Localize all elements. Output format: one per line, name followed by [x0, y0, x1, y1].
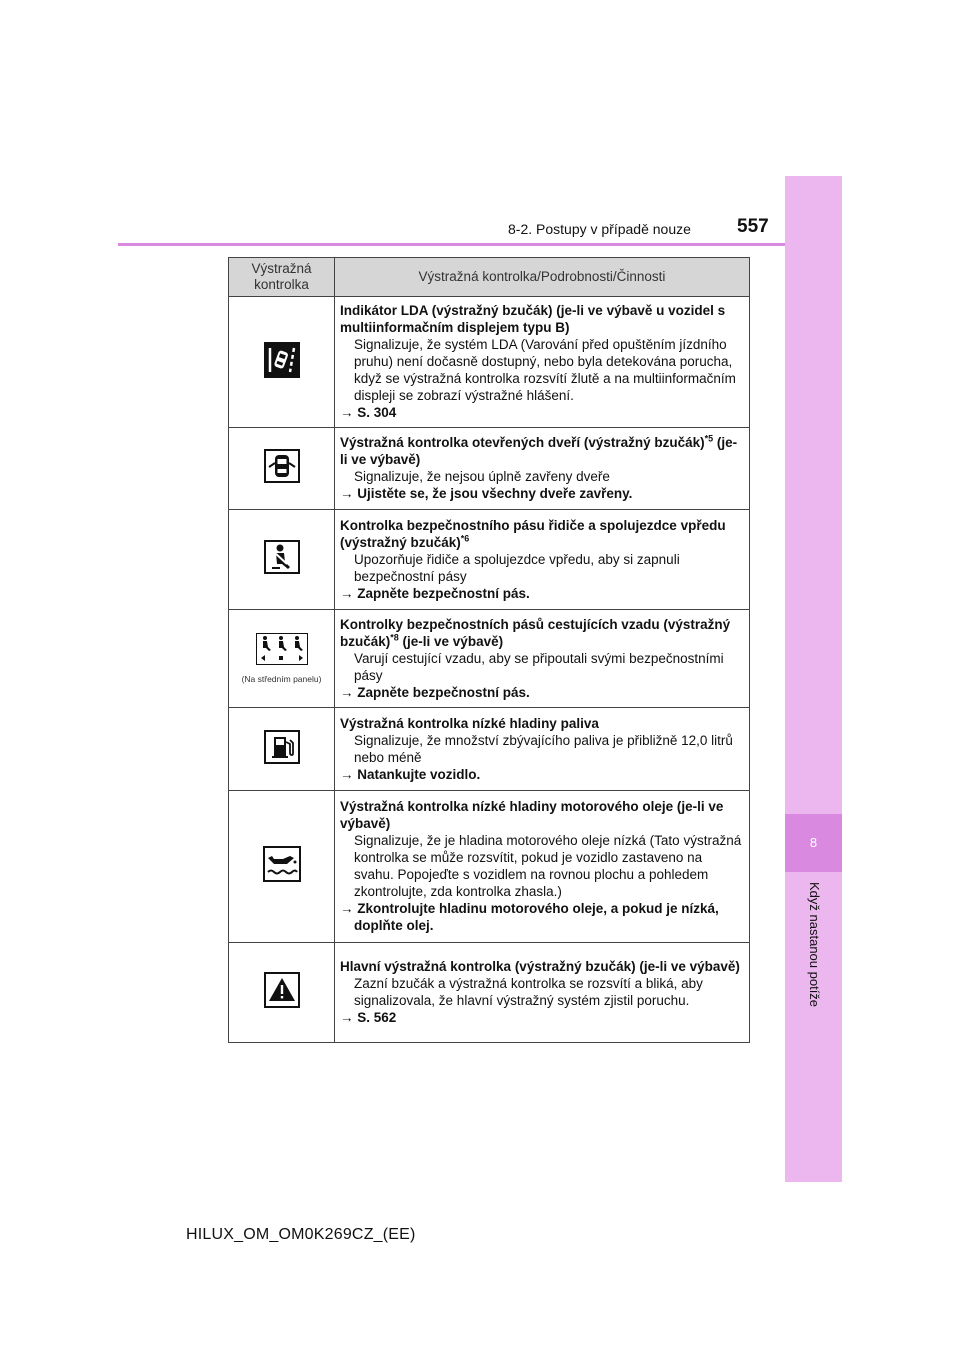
row-action: → Natankujte vozidlo. [340, 766, 481, 782]
row-title-suffix: (je-li ve výbavě) [340, 435, 738, 467]
oil-level-icon [263, 846, 301, 882]
open-door-icon [264, 449, 300, 483]
row-detail: Signalizuje, že systém LDA (Varování před opuštěním jízdního pruhu) není dočasně dostupný, nebo byla detekována porucha, když se výstražná kontrolka rozsvítí žlutě a na multiinformačním displeji se zobrazí výstražné hlášení. [354, 337, 736, 403]
row-title [340, 616, 743, 650]
description-cell [335, 610, 750, 708]
column-header-description: Výstražná kontrolka/Podrobnosti/Činnosti [335, 258, 750, 297]
description-cell [335, 708, 750, 791]
table-row [229, 610, 750, 708]
row-action: → Zapněte bezpečnostní pás. [340, 684, 530, 700]
row-detail: Signalizuje, že nejsou úplně zavřeny dveře [354, 469, 610, 484]
section-title: 8-2. Postupy v případě nouze [508, 221, 691, 237]
table-row [229, 297, 750, 428]
row-action[interactable]: → S. 562 [340, 1010, 397, 1025]
document-code: HILUX_OM_OM0K269CZ_(EE) [186, 1226, 416, 1243]
chapter-number: 8 [809, 835, 818, 850]
chapter-title: Když nastanou potíže [807, 882, 822, 1008]
icon-cell [229, 510, 335, 610]
seatbelt-icon [264, 540, 300, 574]
row-title-text: Kontrolky bezpečnostních pásů cestujících vzadu (výstražný bzučák) [340, 616, 731, 649]
row-title-text: Výstražná kontrolka otevřených dveří (výstražný bzučák) [340, 435, 705, 450]
row-title-text: Kontrolka bezpečnostního pásu řidiče a spolujezdce vpředu (výstražný bzučák) [340, 517, 726, 550]
row-action: → Zkontrolujte hladinu motorového oleje, a pokud je nízká, doplňte olej. [340, 901, 719, 933]
icon-caption: (Na středním panelu) [241, 674, 322, 684]
description-cell [335, 428, 750, 510]
footnote-ref[interactable]: *6 [460, 533, 470, 543]
row-title: Výstražná kontrolka nízké hladiny paliva [340, 715, 599, 731]
row-detail: Zazní bzučák a výstražná kontrolka se rozsvítí a bliká, aby signalizovala, že hlavní výstražný systém zjistil poruchu. [354, 976, 703, 1008]
description-cell [335, 943, 750, 1043]
footnote-ref[interactable]: *8 [390, 632, 399, 642]
column-header-icon: Výstražná kontrolka [229, 258, 335, 297]
header-divider [118, 243, 785, 246]
table-header-row [229, 258, 750, 297]
icon-cell [229, 297, 335, 428]
table-row [229, 943, 750, 1043]
row-title-suffix: (je-li ve výbavě) [398, 633, 504, 649]
table-row [229, 708, 750, 791]
lane-departure-icon [264, 342, 300, 378]
row-title [340, 517, 743, 551]
icon-cell [229, 943, 335, 1043]
row-detail: Upozorňuje řidiče a spolujezdce vpředu, aby si zapnuli bezpečnostní pásy [354, 551, 680, 584]
row-detail: Signalizuje, že množství zbývajícího paliva je přibližně 12,0 litrů nebo méně [354, 732, 733, 765]
row-title: Výstražná kontrolka nízké hladiny motorového oleje (je-li ve výbavě) [340, 799, 724, 831]
footnote-ref[interactable]: *5 [704, 433, 714, 444]
chapter-number-badge[interactable] [785, 814, 842, 872]
row-detail: Varují cestující vzadu, aby se připoutali svými bezpečnostními pásy [354, 650, 724, 683]
description-cell [335, 791, 750, 943]
row-title: Indikátor LDA (výstražný bzučák) (je-li ve výbavě u vozidel s multiinformačním displejem typu B) [340, 303, 726, 335]
icon-cell [229, 428, 335, 510]
row-action[interactable]: → S. 304 [340, 405, 397, 420]
row-action: → Ujistěte se, že jsou všechny dveře zavřeny. [340, 486, 633, 501]
row-action: → Zapněte bezpečnostní pás. [340, 585, 530, 601]
warning-lights-table [228, 257, 750, 1043]
row-title: Hlavní výstražná kontrolka (výstražný bzučák) (je-li ve výbavě) [340, 959, 740, 974]
rear-seatbelt-icon [256, 633, 308, 665]
table-row [229, 510, 750, 610]
table-row [229, 428, 750, 510]
master-warning-icon [264, 972, 300, 1008]
row-title [340, 434, 743, 468]
table-row [229, 791, 750, 943]
description-cell [335, 510, 750, 610]
row-detail: Signalizuje, že je hladina motorového oleje nízká (Tato výstražná kontrolka se může rozsvítit, pokud je vozidlo zastaveno na svahu. Popojeďte s vozidlem na rovnou plochu a pohledem zkontrolujte, zda kontrolka zhasla.) [354, 833, 742, 899]
icon-cell [229, 791, 335, 943]
page-number: 557 [737, 216, 769, 237]
description-cell [335, 297, 750, 428]
icon-cell [229, 610, 335, 708]
fuel-icon [264, 730, 300, 764]
icon-cell [229, 708, 335, 791]
